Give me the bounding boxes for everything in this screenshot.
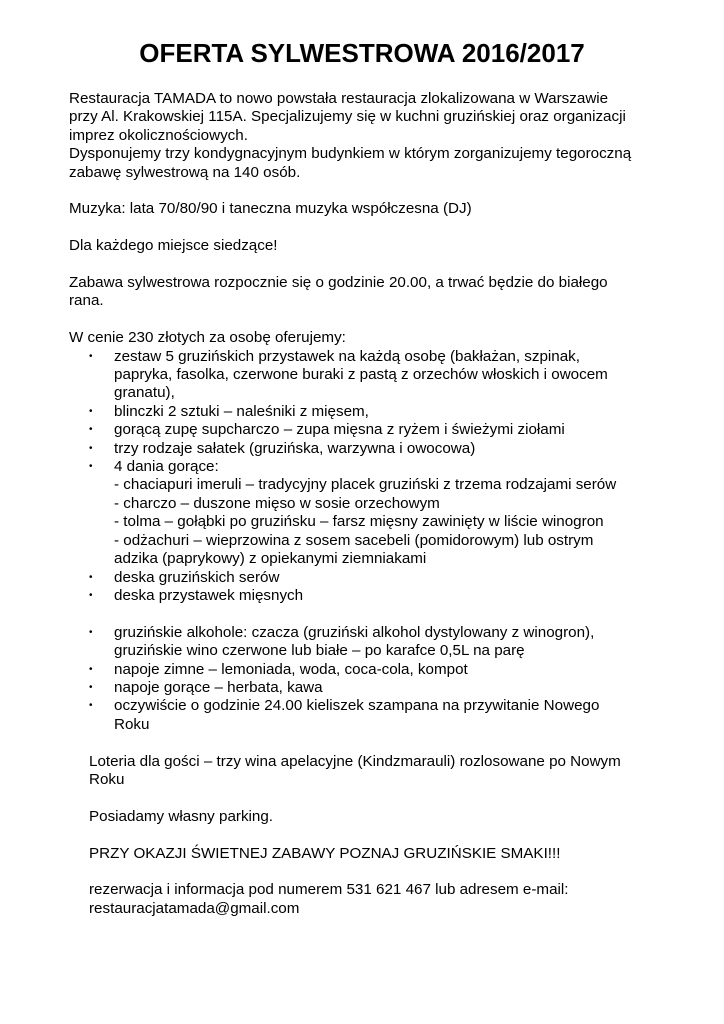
bullet-icon: • xyxy=(89,681,93,693)
lottery-line: Roku xyxy=(89,770,125,788)
list-item-line: - charczo – duszone mięso w sosie orzechowym xyxy=(114,494,440,512)
intro-line: Dysponujemy trzy kondygnacyjnym budynkiem w którym zorganizujemy tegoroczną xyxy=(69,145,632,163)
list-item-line: 4 dania gorące: xyxy=(114,458,219,476)
page-title: OFERTA SYLWESTROWA 2016/2017 xyxy=(139,38,585,68)
bullet-icon: • xyxy=(89,589,93,601)
bullet-icon: • xyxy=(89,442,93,454)
list-item-line: napoje gorące – herbata, kawa xyxy=(114,678,323,696)
document-body xyxy=(69,90,669,918)
list-item-line: blinczki 2 sztuki – naleśniki z mięsem, xyxy=(114,402,369,420)
drink-list xyxy=(69,624,669,734)
list-item-line: papryka, fasolka, czerwone buraki z pastą z orzechów włoskich i owocem xyxy=(114,366,608,384)
list-item xyxy=(69,458,669,568)
contact-email[interactable]: restauracjatamada@gmail.com xyxy=(89,899,300,917)
bullet-icon: • xyxy=(89,350,93,362)
bullet-icon: • xyxy=(89,663,93,675)
start-line: Zabawa sylwestrowa rozpocznie się o godzinie 20.00, a trwać będzie do białego xyxy=(69,274,608,292)
bullet-icon: • xyxy=(89,626,93,638)
start-paragraph xyxy=(69,274,669,311)
list-item xyxy=(69,587,669,605)
list-item xyxy=(69,403,669,421)
list-item xyxy=(69,661,669,679)
intro-line: Restauracja TAMADA to nowo powstała restauracja zlokalizowana w Warszawie xyxy=(69,90,609,107)
bullet-icon: • xyxy=(89,405,93,417)
list-item-line: Roku xyxy=(114,715,150,733)
list-item xyxy=(69,679,669,697)
list-item-line: trzy rodzaje sałatek (gruzińska, warzywna i owocowa) xyxy=(114,439,476,457)
slogan-paragraph: PRZY OKAZJI ŚWIETNEJ ZABAWY POZNAJ GRUZIŃSKIE SMAKI!!! xyxy=(89,844,561,862)
list-item-line: - odżachuri – wieprzowina z sosem sacebeli (pomidorowym) lub ostrym xyxy=(114,531,594,549)
list-item-line: oczywiście o godzinie 24.00 kieliszek szampana na przywitanie Nowego xyxy=(114,697,600,715)
list-item-line: - tolma – gołąbki po gruzińsku – farsz mięsny zawinięty w liście winogron xyxy=(114,513,604,531)
contact-line: rezerwacja i informacja pod numerem 531 621 467 lub adresem e-mail: xyxy=(89,881,569,899)
lottery-paragraph xyxy=(69,753,669,790)
list-item-line: gruzińskie alkohole: czacza (gruziński alkohol dystylowany z winogron), xyxy=(114,623,595,641)
parking-paragraph: Posiadamy własny parking. xyxy=(89,807,274,825)
list-item xyxy=(69,624,669,661)
food-list xyxy=(69,348,669,606)
contact-paragraph xyxy=(69,881,669,918)
intro-line: zabawę sylwestrową na 140 osób. xyxy=(69,163,301,181)
list-item-line: deska gruzińskich serów xyxy=(114,568,280,586)
intro-line: imprez okolicznościowych. xyxy=(69,126,248,144)
bullet-icon: • xyxy=(89,571,93,583)
list-item-line: zestaw 5 gruzińskich przystawek na każdą osobę (bakłażan, szpinak, xyxy=(114,347,580,365)
bullet-icon: • xyxy=(89,461,93,473)
price-paragraph: W cenie 230 złotych za osobę oferujemy: xyxy=(69,329,346,347)
list-item-line: - chaciapuri imeruli – tradycyjny placek gruziński z trzema rodzajami serów xyxy=(114,476,617,494)
list-item-line: gruzińskie wino czerwone lub białe – po karafce 0,5L na parę xyxy=(114,642,525,660)
list-item-line: napoje zimne – lemoniada, woda, coca-cola, kompot xyxy=(114,660,468,678)
list-item xyxy=(69,421,669,439)
list-item-line: deska przystawek mięsnych xyxy=(114,586,304,604)
list-item-line: granatu), xyxy=(114,384,175,402)
intro-line: przy Al. Krakowskiej 115A. Specjalizujemy się w kuchni gruzińskiej oraz organizacji xyxy=(69,108,626,126)
list-item xyxy=(69,569,669,587)
list-item-line: adzika (paprykowy) z opiekanymi ziemniakami xyxy=(114,550,427,568)
list-item xyxy=(69,440,669,458)
music-paragraph: Muzyka: lata 70/80/90 i taneczna muzyka współczesna (DJ) xyxy=(69,200,472,218)
intro-paragraph xyxy=(69,90,669,182)
list-item xyxy=(69,697,669,734)
bullet-icon: • xyxy=(89,700,93,712)
start-line: rana. xyxy=(69,292,104,310)
bullet-icon: • xyxy=(89,424,93,436)
list-item-line: gorącą zupę supcharczo – zupa mięsna z ryżem i świeżymi ziołami xyxy=(114,421,565,439)
list-item xyxy=(69,348,669,403)
seats-paragraph: Dla każdego miejsce siedzące! xyxy=(69,237,278,255)
lottery-line: Loteria dla gości – trzy wina apelacyjne (Kindzmarauli) rozlosowane po Nowym xyxy=(89,752,621,770)
